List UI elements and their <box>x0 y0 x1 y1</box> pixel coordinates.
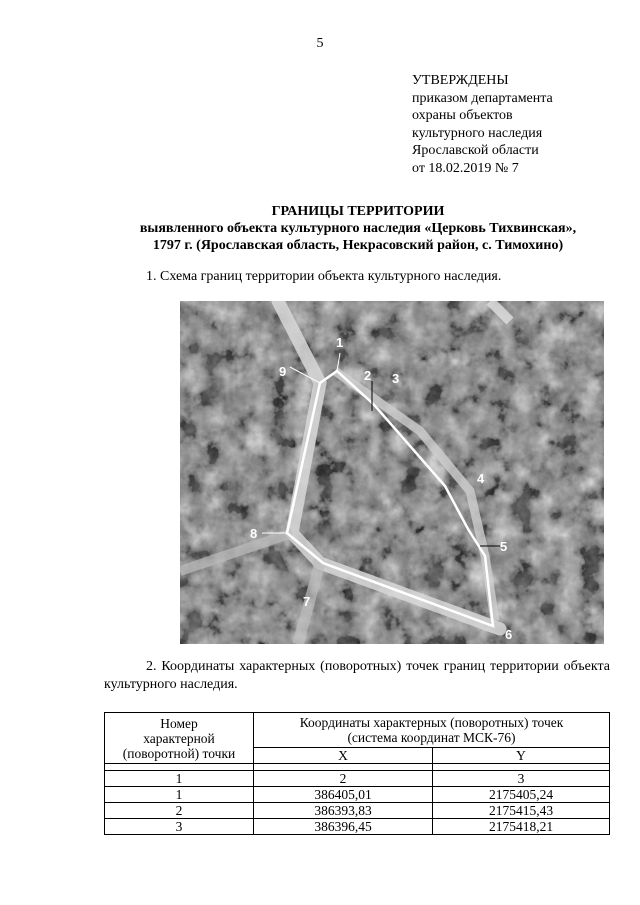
header-x: X <box>254 748 433 764</box>
spacer-cell <box>105 764 254 771</box>
section-2-text: 2. Координаты характерных (поворотных) точек границ территории объекта культурного наследия. <box>104 659 610 692</box>
header-point-number-line: Номер <box>160 715 198 731</box>
title-line-2: выявленного объекта культурного наследия «Церковь Тихвинская», <box>139 221 577 236</box>
table-header-row <box>105 713 610 748</box>
header-coordinates-line: Координаты характерных (поворотных) точек <box>299 715 564 730</box>
map-point-label: 8 <box>250 526 258 541</box>
header-point-number-line: характерной <box>143 730 215 746</box>
approval-line: охраны объектов <box>412 108 513 123</box>
approval-block <box>412 72 553 177</box>
table-cell: 3 <box>433 771 610 787</box>
table-cell: 2 <box>105 803 254 819</box>
table-cell: 386396,45 <box>254 819 433 835</box>
table-cell: 386393,83 <box>254 803 433 819</box>
coordinates-table <box>104 712 610 835</box>
map-point-label: 3 <box>392 371 400 386</box>
table-cell: 2175418,21 <box>433 819 610 835</box>
map-point-label: 6 <box>505 627 513 642</box>
header-point-number <box>105 713 254 764</box>
section-1-heading: 1. Схема границ территории объекта культурного наследия. <box>146 269 502 284</box>
table-cell: 1 <box>105 771 254 787</box>
header-point-number-line: (поворотной) точки <box>122 745 236 761</box>
map-point-label: 2 <box>364 368 372 383</box>
page-number: 5 <box>316 36 324 51</box>
section-2-paragraph <box>104 658 610 693</box>
map-point-label: 7 <box>303 594 311 609</box>
header-coordinates-line: (система координат МСК-76) <box>347 730 516 745</box>
spacer-cell <box>254 764 433 771</box>
approval-line: от 18.02.2019 № 7 <box>412 160 519 176</box>
aerial-photo <box>180 301 604 644</box>
map-point-label: 4 <box>477 471 485 486</box>
table-cell: 2175415,43 <box>433 803 610 819</box>
map-point-label: 1 <box>336 335 344 350</box>
title-line-1: ГРАНИЦЫ ТЕРРИТОРИИ <box>271 204 445 219</box>
approval-line: УТВЕРЖДЕНЫ <box>412 73 509 88</box>
approval-line: приказом департамента <box>412 90 553 106</box>
boundary-scheme-map <box>180 301 604 644</box>
map-point-label: 5 <box>500 539 508 554</box>
table-cell: 3 <box>105 819 254 835</box>
approval-line: Ярославской области <box>412 143 539 158</box>
approval-line: культурного наследия <box>412 125 543 141</box>
table-cell: 1 <box>105 787 254 803</box>
table-row <box>105 819 610 835</box>
title-line-3: 1797 г. (Ярославская область, Некрасовский район, с. Тимохино) <box>152 238 564 253</box>
document-title <box>0 203 640 254</box>
table-spacer-row <box>105 764 610 771</box>
header-y: Y <box>433 748 610 764</box>
table-row <box>105 803 610 819</box>
spacer-cell <box>433 764 610 771</box>
table-cell: 2 <box>254 771 433 787</box>
table-index-row <box>105 771 610 787</box>
table-row <box>105 787 610 803</box>
table-cell: 2175405,24 <box>433 787 610 803</box>
header-coordinates-group <box>254 713 610 748</box>
table-cell: 386405,01 <box>254 787 433 803</box>
map-point-label: 9 <box>279 364 287 379</box>
